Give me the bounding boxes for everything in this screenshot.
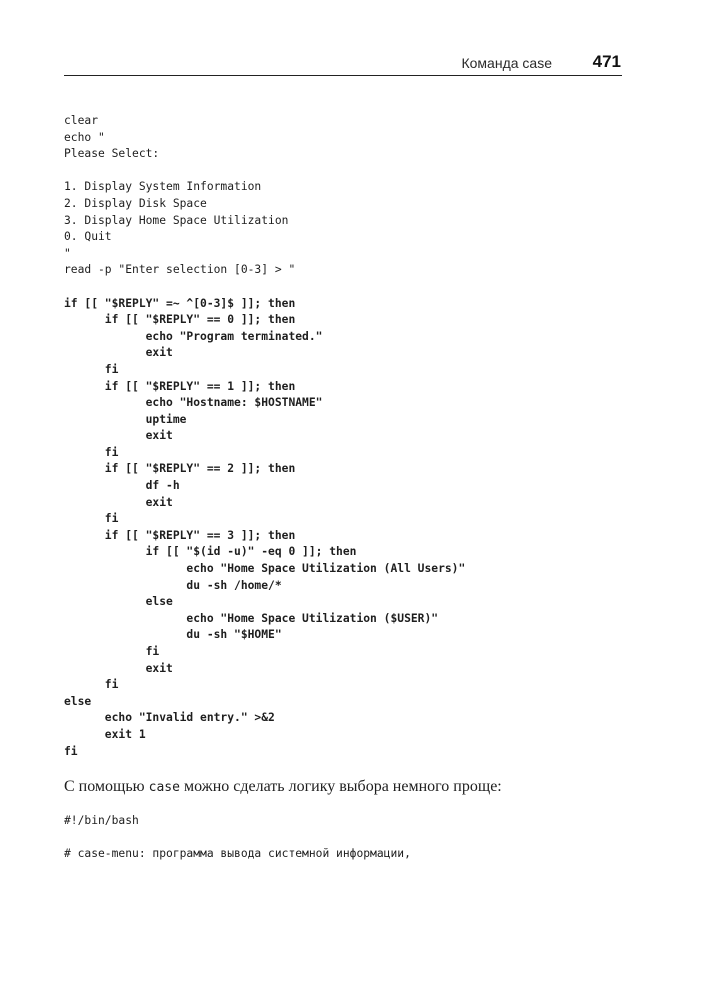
code-line: exit <box>64 495 173 509</box>
code-line <box>64 163 465 180</box>
code-line: echo "Hostname: $HOSTNAME" <box>64 396 323 410</box>
code-line: else <box>64 694 92 708</box>
code-line: exit 1 <box>64 727 146 741</box>
code-line: du -sh "$HOME" <box>64 628 282 642</box>
code-line: fi <box>64 744 78 758</box>
code-line: else <box>64 595 173 609</box>
code-line: if [[ "$REPLY" =~ ^[0-3]$ ]]; then <box>64 296 296 310</box>
running-head-title: Команда case <box>461 55 552 71</box>
code-line: exit <box>64 346 173 360</box>
code-line: echo " <box>64 130 105 144</box>
paragraph-keyword: case <box>148 780 180 795</box>
paragraph-text-before: С помощью <box>64 778 149 795</box>
code-line: uptime <box>64 412 187 426</box>
code-line: fi <box>64 512 119 526</box>
code-listing-select-menu <box>64 113 465 760</box>
code-line: if [[ "$REPLY" == 2 ]]; then <box>64 462 296 476</box>
code-listing-shebang <box>64 813 139 830</box>
code-line: clear <box>64 114 99 127</box>
code-line: read -p "Enter selection [0-3] > " <box>64 263 296 277</box>
code-line: if [[ "$(id -u)" -eq 0 ]]; then <box>64 545 357 559</box>
code-line: fi <box>64 645 160 658</box>
code-line: fi <box>64 445 119 459</box>
code-line: # case-menu: программа вывода системной информации, <box>64 847 411 860</box>
code-line: Please Select: <box>64 147 160 161</box>
paragraph-text-after: можно сделать логику выбора немного проще: <box>179 778 502 795</box>
code-line: echo "Program terminated." <box>64 329 323 343</box>
body-paragraph <box>64 778 502 796</box>
code-line: exit <box>64 661 173 675</box>
code-line: #!/bin/bash <box>64 814 139 827</box>
page-number: 471 <box>592 52 621 71</box>
code-listing-comment <box>64 846 411 863</box>
code-line: if [[ "$REPLY" == 0 ]]; then <box>64 313 296 327</box>
code-line: 1. Display System Information <box>64 180 262 194</box>
header-rule <box>64 75 622 76</box>
code-line: echo "Home Space Utilization ($USER)" <box>64 611 439 625</box>
code-line: echo "Home Space Utilization (All Users)" <box>64 562 466 576</box>
code-line: 2. Display Disk Space <box>64 196 207 210</box>
code-line: echo "Invalid entry." >&2 <box>64 711 275 725</box>
code-line: if [[ "$REPLY" == 3 ]]; then <box>64 528 296 542</box>
code-line: if [[ "$REPLY" == 1 ]]; then <box>64 379 296 393</box>
code-line: 0. Quit <box>64 230 112 244</box>
code-line: du -sh /home/* <box>64 578 282 592</box>
code-line: 3. Display Home Space Utilization <box>64 213 289 227</box>
code-line <box>64 279 465 296</box>
code-line: fi <box>64 362 119 376</box>
code-line: " <box>64 246 71 260</box>
code-line: df -h <box>64 479 180 493</box>
code-line: exit <box>64 429 173 443</box>
code-line: fi <box>64 678 119 692</box>
